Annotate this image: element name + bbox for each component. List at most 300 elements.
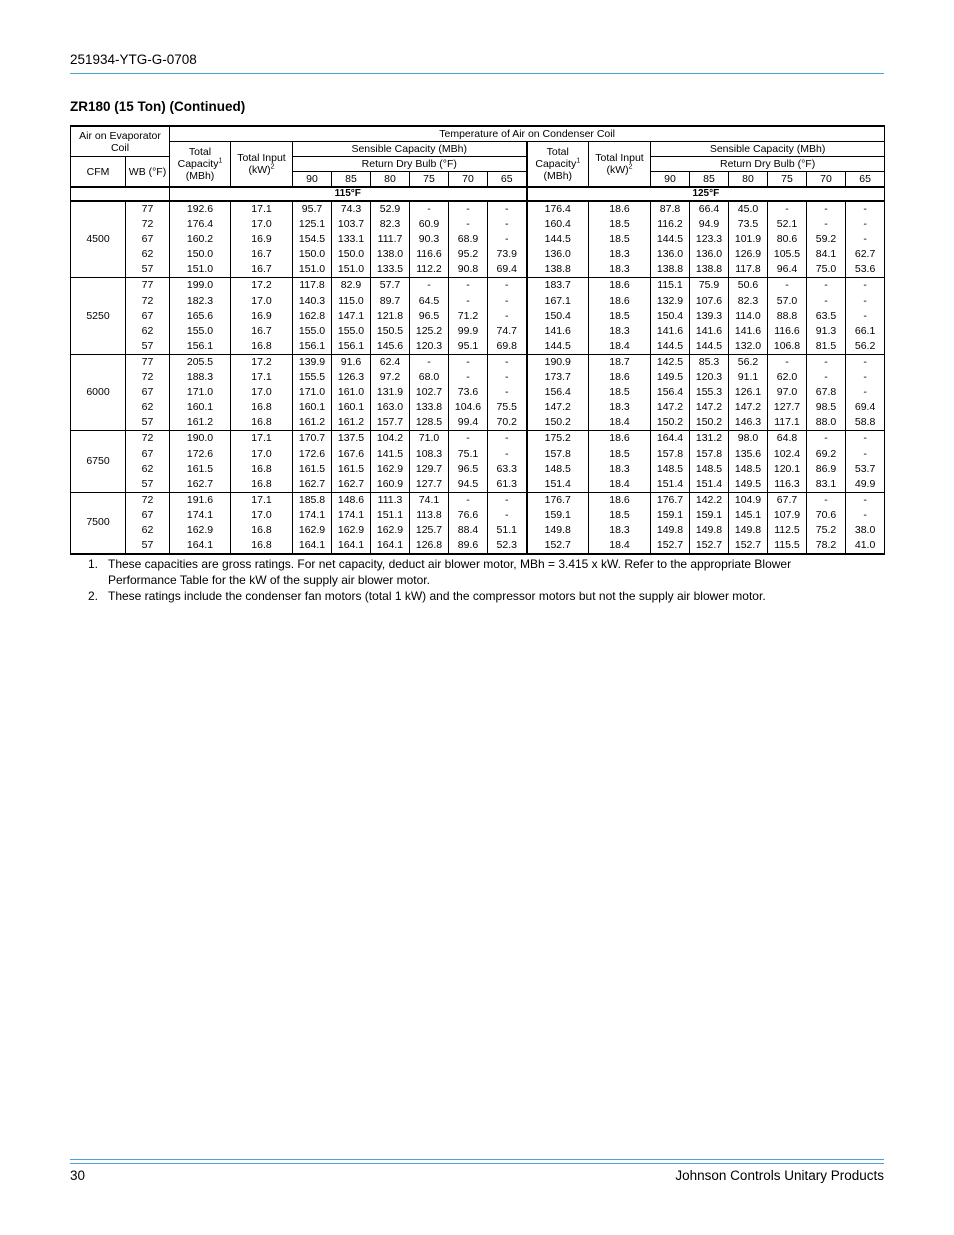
value-cell: - xyxy=(488,201,527,217)
value-cell: 205.5 xyxy=(170,354,231,370)
value-cell: 18.3 xyxy=(589,262,651,278)
value-cell: 139.3 xyxy=(690,309,729,324)
table-row xyxy=(71,247,885,262)
value-cell: 149.5 xyxy=(651,370,690,385)
value-cell: 150.0 xyxy=(332,247,371,262)
value-cell: 141.6 xyxy=(527,324,589,339)
value-cell: 174.1 xyxy=(332,508,371,523)
cfm-cell: 5250 xyxy=(71,278,126,354)
value-cell: - xyxy=(449,217,488,232)
value-cell: 59.2 xyxy=(807,232,846,247)
condenser-temp-115: 115°F xyxy=(170,187,527,201)
value-cell: 160.1 xyxy=(293,400,332,415)
value-cell: 52.1 xyxy=(768,217,807,232)
table-row xyxy=(71,477,885,493)
value-cell: 129.7 xyxy=(410,462,449,477)
value-cell: - xyxy=(488,294,527,309)
value-cell: - xyxy=(488,385,527,400)
temp-row-spacer xyxy=(71,187,170,201)
value-cell: 18.6 xyxy=(589,492,651,508)
value-cell: 108.3 xyxy=(410,447,449,462)
value-cell: 99.4 xyxy=(449,415,488,431)
value-cell: 161.5 xyxy=(332,462,371,477)
value-cell: 188.3 xyxy=(170,370,231,385)
table-row xyxy=(71,324,885,339)
value-cell: 155.0 xyxy=(170,324,231,339)
cfm-cell: 4500 xyxy=(71,201,126,278)
value-cell: 132.0 xyxy=(729,339,768,355)
value-cell: 38.0 xyxy=(846,523,885,538)
value-cell: 17.1 xyxy=(231,370,293,385)
table-row xyxy=(71,354,885,370)
value-cell: 156.1 xyxy=(170,339,231,355)
value-cell: 176.7 xyxy=(527,492,589,508)
value-cell: 73.6 xyxy=(449,385,488,400)
value-cell: 171.0 xyxy=(293,385,332,400)
value-cell: 18.4 xyxy=(589,339,651,355)
value-cell: - xyxy=(807,354,846,370)
value-cell: 142.2 xyxy=(690,492,729,508)
value-cell: 88.0 xyxy=(807,415,846,431)
value-cell: 121.8 xyxy=(371,309,410,324)
value-cell: 190.9 xyxy=(527,354,589,370)
db-col: 65 xyxy=(846,172,885,188)
value-cell: - xyxy=(488,278,527,294)
value-cell: - xyxy=(846,385,885,400)
sensible-capacity-header-b: Sensible Capacity (MBh) xyxy=(651,142,885,157)
document-id: 251934-YTG-G-0708 xyxy=(70,52,197,67)
footnote-text: These capacities are gross ratings. For net capacity, deduct air blower motor, MBh = 3.415 x kW. Refer to the appropriate Blower Performance Table for the kW of the supply air blower motor. xyxy=(108,557,792,587)
footnote-number: 2. xyxy=(88,589,99,603)
value-cell: 133.5 xyxy=(371,262,410,278)
value-cell: 141.6 xyxy=(690,324,729,339)
value-cell: - xyxy=(846,354,885,370)
wb-cell: 67 xyxy=(126,447,170,462)
value-cell: 174.1 xyxy=(293,508,332,523)
value-cell: 17.0 xyxy=(231,294,293,309)
value-cell: 151.4 xyxy=(527,477,589,493)
value-cell: 89.6 xyxy=(449,538,488,554)
value-cell: 172.6 xyxy=(293,447,332,462)
value-cell: 106.8 xyxy=(768,339,807,355)
value-cell: 84.1 xyxy=(807,247,846,262)
value-cell: 157.8 xyxy=(651,447,690,462)
value-cell: 18.5 xyxy=(589,447,651,462)
value-cell: - xyxy=(410,201,449,217)
value-cell: 17.1 xyxy=(231,201,293,217)
value-cell: 95.7 xyxy=(293,201,332,217)
value-cell: 51.1 xyxy=(488,523,527,538)
value-cell: 126.3 xyxy=(332,370,371,385)
value-cell: 162.7 xyxy=(332,477,371,493)
value-cell: 45.0 xyxy=(729,201,768,217)
value-cell: 164.4 xyxy=(651,431,690,447)
value-cell: 160.1 xyxy=(170,400,231,415)
value-cell: - xyxy=(846,232,885,247)
value-cell: 91.3 xyxy=(807,324,846,339)
value-cell: 107.6 xyxy=(690,294,729,309)
value-cell: 98.5 xyxy=(807,400,846,415)
value-cell: 82.3 xyxy=(729,294,768,309)
value-cell: - xyxy=(846,492,885,508)
value-cell: 18.6 xyxy=(589,294,651,309)
value-cell: 155.5 xyxy=(293,370,332,385)
value-cell: - xyxy=(488,217,527,232)
value-cell: 136.0 xyxy=(651,247,690,262)
value-cell: - xyxy=(449,492,488,508)
value-cell: 160.9 xyxy=(371,477,410,493)
value-cell: 16.7 xyxy=(231,324,293,339)
value-cell: 120.3 xyxy=(410,339,449,355)
value-cell: 91.1 xyxy=(729,370,768,385)
value-cell: 68.0 xyxy=(410,370,449,385)
value-cell: 174.1 xyxy=(170,508,231,523)
table-row xyxy=(71,492,885,508)
value-cell: 182.3 xyxy=(170,294,231,309)
value-cell: - xyxy=(846,294,885,309)
table-row xyxy=(71,447,885,462)
value-cell: - xyxy=(410,354,449,370)
value-cell: - xyxy=(807,278,846,294)
value-cell: 148.5 xyxy=(527,462,589,477)
value-cell: 145.1 xyxy=(729,508,768,523)
db-col: 85 xyxy=(690,172,729,188)
value-cell: 150.4 xyxy=(527,309,589,324)
value-cell: 164.1 xyxy=(371,538,410,554)
value-cell: 111.7 xyxy=(371,232,410,247)
value-cell: 162.9 xyxy=(371,523,410,538)
value-cell: 148.6 xyxy=(332,492,371,508)
value-cell: 127.7 xyxy=(410,477,449,493)
value-cell: - xyxy=(449,201,488,217)
return-dry-bulb-header-b: Return Dry Bulb (°F) xyxy=(651,157,885,172)
value-cell: - xyxy=(846,217,885,232)
value-cell: 63.3 xyxy=(488,462,527,477)
value-cell: 136.0 xyxy=(527,247,589,262)
value-cell: 91.6 xyxy=(332,354,371,370)
value-cell: 159.1 xyxy=(527,508,589,523)
value-cell: 156.4 xyxy=(527,385,589,400)
value-cell: - xyxy=(768,201,807,217)
value-cell: 140.3 xyxy=(293,294,332,309)
value-cell: 56.2 xyxy=(729,354,768,370)
value-cell: 148.5 xyxy=(729,462,768,477)
value-cell: 147.2 xyxy=(651,400,690,415)
footnote xyxy=(88,588,848,604)
value-cell: 191.6 xyxy=(170,492,231,508)
value-cell: 172.6 xyxy=(170,447,231,462)
table-row xyxy=(71,294,885,309)
value-cell: 105.5 xyxy=(768,247,807,262)
value-cell: 88.4 xyxy=(449,523,488,538)
value-cell: 199.0 xyxy=(170,278,231,294)
value-cell: 16.9 xyxy=(231,309,293,324)
wb-cell: 67 xyxy=(126,508,170,523)
value-cell: 16.7 xyxy=(231,262,293,278)
value-cell: 141.6 xyxy=(651,324,690,339)
value-cell: 151.0 xyxy=(170,262,231,278)
table-row xyxy=(71,309,885,324)
value-cell: 18.5 xyxy=(589,385,651,400)
value-cell: 192.6 xyxy=(170,201,231,217)
value-cell: 104.9 xyxy=(729,492,768,508)
wb-cell: 67 xyxy=(126,232,170,247)
value-cell: 155.3 xyxy=(690,385,729,400)
total-input-header-a: Total Input (kW)$^2$ xyxy=(231,142,293,188)
value-cell: 116.6 xyxy=(768,324,807,339)
value-cell: 190.0 xyxy=(170,431,231,447)
value-cell: 41.0 xyxy=(846,538,885,554)
value-cell: 157.8 xyxy=(690,447,729,462)
db-col: 75 xyxy=(768,172,807,188)
value-cell: 164.1 xyxy=(293,538,332,554)
value-cell: 16.8 xyxy=(231,462,293,477)
value-cell: 167.6 xyxy=(332,447,371,462)
value-cell: 74.1 xyxy=(410,492,449,508)
value-cell: 71.2 xyxy=(449,309,488,324)
value-cell: 18.3 xyxy=(589,462,651,477)
value-cell: 157.7 xyxy=(371,415,410,431)
table-body xyxy=(71,201,885,554)
performance-table xyxy=(70,125,885,555)
value-cell: 125.2 xyxy=(410,324,449,339)
value-cell: 149.8 xyxy=(690,523,729,538)
value-cell: 96.5 xyxy=(410,309,449,324)
table-row xyxy=(71,400,885,415)
value-cell: - xyxy=(488,447,527,462)
value-cell: - xyxy=(488,309,527,324)
value-cell: - xyxy=(488,232,527,247)
value-cell: 74.7 xyxy=(488,324,527,339)
value-cell: 148.5 xyxy=(690,462,729,477)
value-cell: 116.6 xyxy=(410,247,449,262)
value-cell: 127.7 xyxy=(768,400,807,415)
value-cell: 147.2 xyxy=(690,400,729,415)
value-cell: - xyxy=(449,278,488,294)
value-cell: 17.0 xyxy=(231,508,293,523)
value-cell: 62.0 xyxy=(768,370,807,385)
value-cell: 163.0 xyxy=(371,400,410,415)
value-cell: 50.6 xyxy=(729,278,768,294)
wb-cell: 67 xyxy=(126,385,170,400)
value-cell: 16.7 xyxy=(231,247,293,262)
page-number: 30 xyxy=(70,1168,86,1183)
value-cell: - xyxy=(768,354,807,370)
db-col: 65 xyxy=(488,172,527,188)
wb-cell: 77 xyxy=(126,201,170,217)
value-cell: - xyxy=(807,294,846,309)
value-cell: - xyxy=(846,431,885,447)
value-cell: 52.9 xyxy=(371,201,410,217)
value-cell: 102.4 xyxy=(768,447,807,462)
value-cell: 176.7 xyxy=(651,492,690,508)
value-cell: 132.9 xyxy=(651,294,690,309)
value-cell: 131.2 xyxy=(690,431,729,447)
value-cell: 80.6 xyxy=(768,232,807,247)
value-cell: 150.0 xyxy=(293,247,332,262)
value-cell: 81.5 xyxy=(807,339,846,355)
value-cell: 97.0 xyxy=(768,385,807,400)
value-cell: 147.2 xyxy=(527,400,589,415)
value-cell: - xyxy=(807,370,846,385)
value-cell: 104.6 xyxy=(449,400,488,415)
value-cell: 161.2 xyxy=(332,415,371,431)
cfm-cell: 6000 xyxy=(71,354,126,430)
value-cell: 82.3 xyxy=(371,217,410,232)
table-row xyxy=(71,201,885,217)
value-cell: 18.6 xyxy=(589,431,651,447)
wb-cell: 57 xyxy=(126,538,170,554)
value-cell: - xyxy=(449,294,488,309)
value-cell: 141.5 xyxy=(371,447,410,462)
value-cell: 161.2 xyxy=(170,415,231,431)
wb-cell: 62 xyxy=(126,400,170,415)
value-cell: 151.4 xyxy=(690,477,729,493)
value-cell: - xyxy=(410,278,449,294)
company-name: Johnson Controls Unitary Products xyxy=(675,1168,884,1183)
db-col: 80 xyxy=(371,172,410,188)
table-row xyxy=(71,523,885,538)
wb-cell: 62 xyxy=(126,247,170,262)
value-cell: 136.0 xyxy=(690,247,729,262)
total-input-header-b: Total Input (kW)$^2$ xyxy=(589,142,651,188)
value-cell: - xyxy=(488,492,527,508)
value-cell: 17.2 xyxy=(231,278,293,294)
value-cell: 152.7 xyxy=(651,538,690,554)
value-cell: 152.7 xyxy=(527,538,589,554)
value-cell: 150.5 xyxy=(371,324,410,339)
value-cell: 73.9 xyxy=(488,247,527,262)
value-cell: 64.5 xyxy=(410,294,449,309)
value-cell: 156.4 xyxy=(651,385,690,400)
value-cell: 131.9 xyxy=(371,385,410,400)
wb-cell: 72 xyxy=(126,431,170,447)
wb-cell: 57 xyxy=(126,415,170,431)
value-cell: 125.1 xyxy=(293,217,332,232)
value-cell: 138.8 xyxy=(527,262,589,278)
table-row xyxy=(71,415,885,431)
wb-cell: 72 xyxy=(126,370,170,385)
value-cell: 64.8 xyxy=(768,431,807,447)
value-cell: 53.6 xyxy=(846,262,885,278)
value-cell: 150.4 xyxy=(651,309,690,324)
value-cell: 74.3 xyxy=(332,201,371,217)
value-cell: 62.4 xyxy=(371,354,410,370)
value-cell: - xyxy=(846,309,885,324)
value-cell: 56.2 xyxy=(846,339,885,355)
value-cell: 185.8 xyxy=(293,492,332,508)
wb-header: WB (°F) xyxy=(126,157,170,188)
value-cell: 144.5 xyxy=(527,339,589,355)
value-cell: 90.3 xyxy=(410,232,449,247)
db-col: 70 xyxy=(449,172,488,188)
value-cell: 17.1 xyxy=(231,492,293,508)
footer-rule xyxy=(70,1159,884,1160)
value-cell: 146.3 xyxy=(729,415,768,431)
value-cell: 115.0 xyxy=(332,294,371,309)
footnote xyxy=(88,556,848,588)
value-cell: 69.2 xyxy=(807,447,846,462)
value-cell: 87.8 xyxy=(651,201,690,217)
value-cell: 126.1 xyxy=(729,385,768,400)
value-cell: 98.0 xyxy=(729,431,768,447)
value-cell: 99.9 xyxy=(449,324,488,339)
value-cell: 90.8 xyxy=(449,262,488,278)
value-cell: 171.0 xyxy=(170,385,231,400)
wb-cell: 57 xyxy=(126,339,170,355)
value-cell: 149.5 xyxy=(729,477,768,493)
value-cell: 175.2 xyxy=(527,431,589,447)
value-cell: - xyxy=(768,278,807,294)
value-cell: 183.7 xyxy=(527,278,589,294)
wb-cell: 62 xyxy=(126,324,170,339)
db-col: 80 xyxy=(729,172,768,188)
value-cell: 104.2 xyxy=(371,431,410,447)
value-cell: 63.5 xyxy=(807,309,846,324)
wb-cell: 77 xyxy=(126,354,170,370)
value-cell: 49.9 xyxy=(846,477,885,493)
value-cell: - xyxy=(488,354,527,370)
value-cell: 95.1 xyxy=(449,339,488,355)
value-cell: - xyxy=(846,508,885,523)
value-cell: 115.5 xyxy=(768,538,807,554)
value-cell: 66.4 xyxy=(690,201,729,217)
value-cell: 164.1 xyxy=(170,538,231,554)
db-col: 90 xyxy=(293,172,332,188)
value-cell: 16.8 xyxy=(231,415,293,431)
value-cell: 16.8 xyxy=(231,400,293,415)
table-row xyxy=(71,370,885,385)
value-cell: 17.0 xyxy=(231,385,293,400)
value-cell: 150.2 xyxy=(527,415,589,431)
value-cell: 18.4 xyxy=(589,538,651,554)
value-cell: 75.9 xyxy=(690,278,729,294)
value-cell: 162.7 xyxy=(170,477,231,493)
value-cell: 96.4 xyxy=(768,262,807,278)
value-cell: 57.0 xyxy=(768,294,807,309)
value-cell: 18.6 xyxy=(589,278,651,294)
value-cell: - xyxy=(846,447,885,462)
wb-cell: 67 xyxy=(126,309,170,324)
value-cell: 173.7 xyxy=(527,370,589,385)
value-cell: 73.5 xyxy=(729,217,768,232)
value-cell: 123.3 xyxy=(690,232,729,247)
value-cell: 101.9 xyxy=(729,232,768,247)
wb-cell: 57 xyxy=(126,477,170,493)
value-cell: 162.9 xyxy=(332,523,371,538)
value-cell: 144.5 xyxy=(527,232,589,247)
cfm-cell: 7500 xyxy=(71,492,126,554)
value-cell: - xyxy=(449,431,488,447)
value-cell: 111.3 xyxy=(371,492,410,508)
value-cell: 162.9 xyxy=(293,523,332,538)
value-cell: 164.1 xyxy=(332,538,371,554)
value-cell: 18.3 xyxy=(589,324,651,339)
value-cell: 120.1 xyxy=(768,462,807,477)
value-cell: 159.1 xyxy=(690,508,729,523)
value-cell: - xyxy=(846,370,885,385)
value-cell: 60.9 xyxy=(410,217,449,232)
cfm-header: CFM xyxy=(71,157,126,188)
table-row xyxy=(71,262,885,278)
value-cell: 18.4 xyxy=(589,415,651,431)
value-cell: 161.0 xyxy=(332,385,371,400)
wb-cell: 72 xyxy=(126,294,170,309)
value-cell: 150.2 xyxy=(690,415,729,431)
value-cell: 156.1 xyxy=(293,339,332,355)
value-cell: 70.6 xyxy=(807,508,846,523)
value-cell: 82.9 xyxy=(332,278,371,294)
